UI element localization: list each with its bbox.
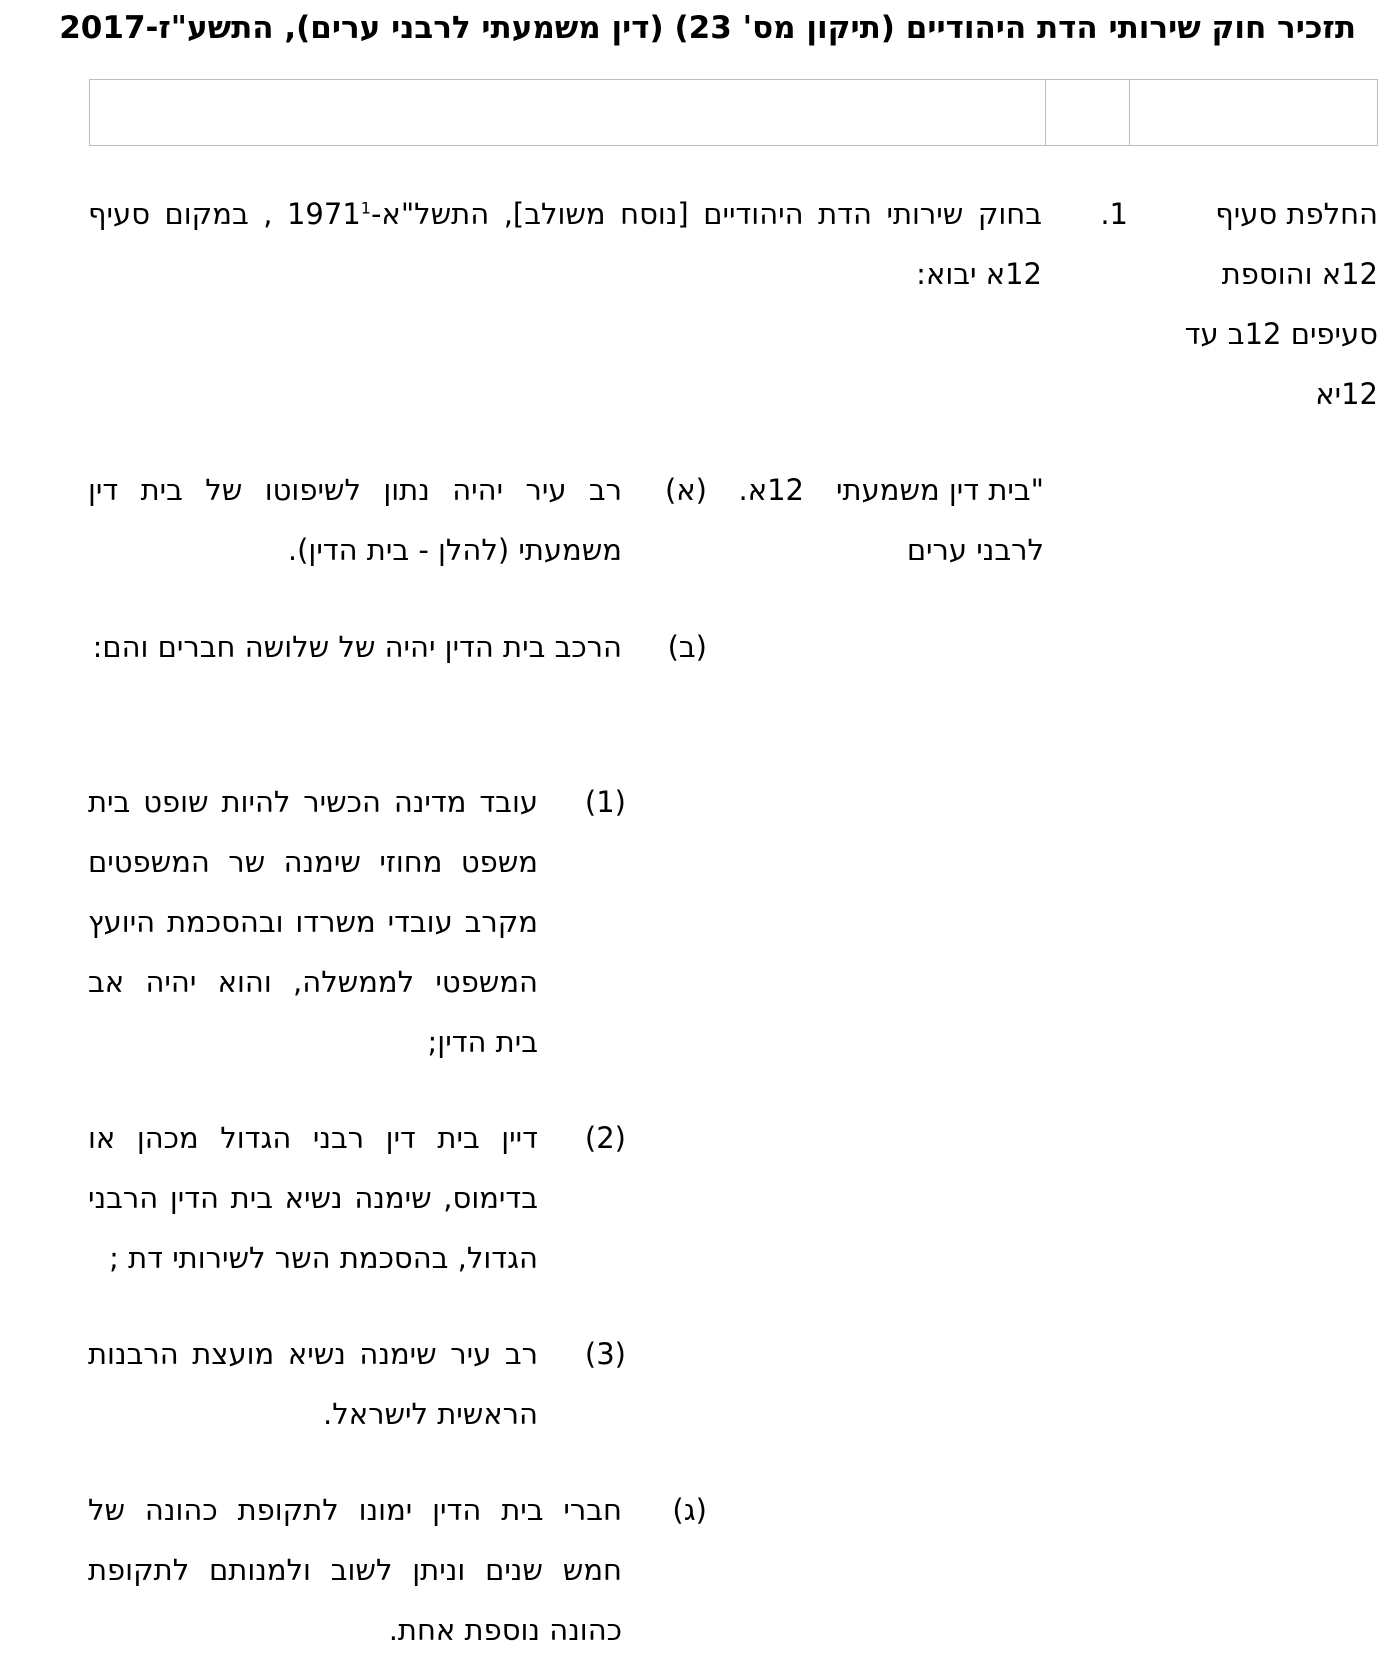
subsection-a-text: רב עיר יהיה נתון לשיפוטו של בית דין משמעתי (להלן - בית הדין). — [88, 473, 622, 567]
subsection-a-label: (א) — [664, 473, 707, 507]
subsection-b-text: הרכב בית הדין יהיה של שלושה חברים והם: — [92, 630, 622, 664]
section-12a-margin-heading: "בית דין משמעתי לרבני ערים — [836, 473, 1044, 567]
header-table-cell-1 — [1129, 80, 1377, 145]
subsection-b-label: (ב) — [667, 630, 707, 664]
margin-note-line: סעיפים 12ב עד — [1184, 317, 1378, 351]
subsection-c-text: חברי בית הדין ימונו לתקופת כהונה של חמש שנים וניתן לשוב ולמנותם לתקופת כהונה נוספת אחת. — [88, 1493, 622, 1647]
member-1-text: עובד מדינה הכשיר להיות שופט בית משפט מחוזי שימנה שר המשפטים מקרב עובדי משרדו ובהסכמת היועץ המשפטי לממשלה, והוא יהיה אב בית הדין; — [88, 785, 538, 1059]
section-1-margin-note — [1138, 184, 1378, 424]
section-1-text: בחוק שירותי הדת היהודיים [נוסח משולב], התשל"א-1971 — [286, 197, 1043, 231]
document-title: תזכיר חוק שירותי הדת היהודיים (תיקון מס' 23) (דין משמעתי לרבני ערים), התשע"ז-2017 — [59, 10, 1356, 46]
section-1-body — [88, 184, 1042, 304]
member-3-label: (3) — [584, 1337, 626, 1371]
margin-note-line: החלפת סעיף — [1215, 197, 1378, 231]
section-1-number: 1. — [1100, 197, 1128, 231]
member-3-text: רב עיר שימנה נשיא מועצת הרבנות הראשית לישראל. — [88, 1337, 538, 1431]
margin-note-line: 12א והוספת — [1221, 257, 1378, 291]
member-1-label: (1) — [584, 785, 626, 819]
margin-note-line: 12יא — [1315, 377, 1378, 411]
section-12a-number: 12א. — [738, 473, 804, 507]
subsection-c-label: (ג) — [672, 1493, 707, 1527]
member-2-label: (2) — [584, 1121, 626, 1155]
footnote-reference[interactable]: 1 — [360, 198, 371, 218]
header-table — [89, 79, 1378, 146]
header-table-cell-2 — [1045, 80, 1129, 145]
member-2-text: דיין בית דין רבני הגדול מכהן או בדימוס, שימנה נשיא בית הדין הרבני הגדול, בהסכמת השר לשירותי דת ; — [88, 1121, 538, 1275]
header-table-cell-3 — [90, 80, 1045, 145]
section-1-text-continued: , במקום סעיף 12א יבוא: — [88, 197, 1042, 291]
